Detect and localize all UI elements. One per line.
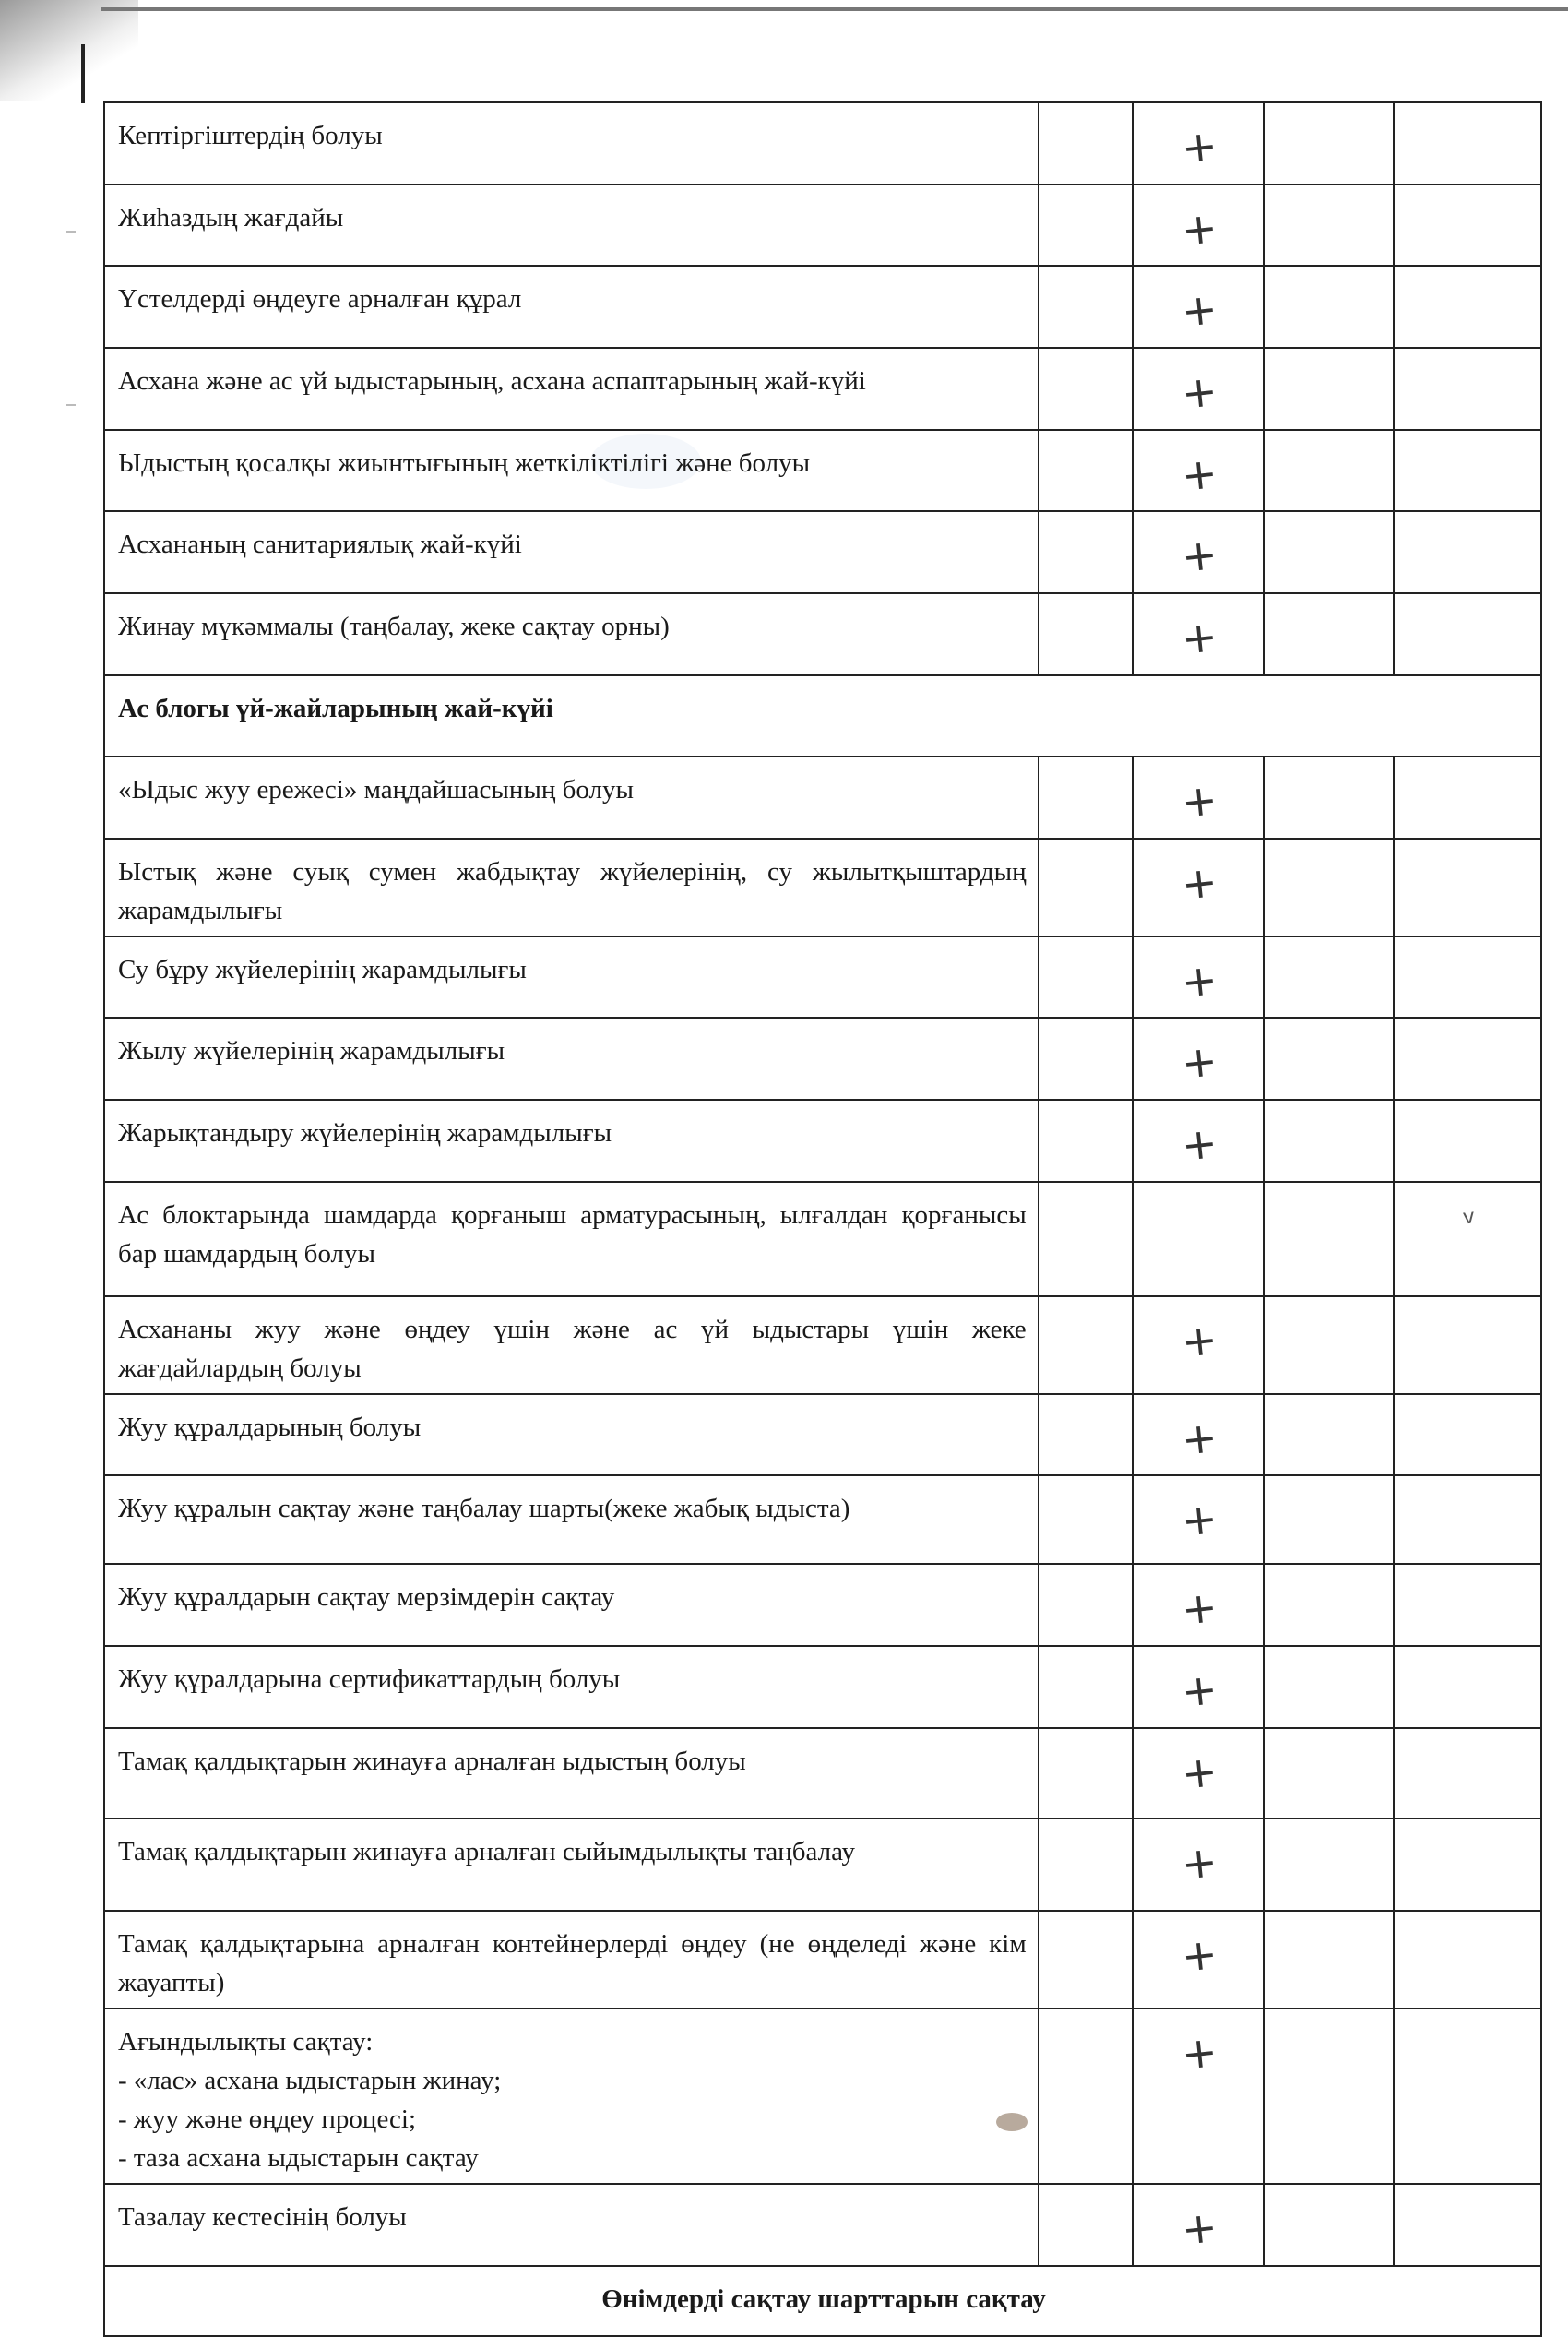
table-row — [104, 2184, 1541, 2266]
mark-cell-col4 — [1394, 1394, 1541, 1476]
criterion-text: Асхананың санитариялық жай-күйі — [118, 530, 522, 560]
mark-cell-col3 — [1264, 1182, 1394, 1296]
plus-mark: + — [1178, 611, 1219, 664]
table-row — [104, 266, 1541, 348]
criterion-label — [104, 1182, 1039, 1296]
criterion-text: Үстелдерді өңдеуге арналған құрал — [118, 284, 522, 315]
criterion-label — [104, 511, 1039, 593]
mark-cell-col1 — [1039, 511, 1134, 593]
table-row — [104, 1018, 1541, 1100]
criterion-text: Ыдыстың қосалқы жиынтығының жеткіліктілігі және болуы — [118, 447, 811, 478]
criterion-label — [104, 1475, 1039, 1564]
mark-cell-col4 — [1394, 1564, 1541, 1646]
criterion-text: Ас блоктарында шамдарда қорғаныш арматурасының, ылғалдан қорғанысы бар шамдардың болуы — [118, 1199, 1027, 1269]
mark-cell-col1 — [1039, 1100, 1134, 1182]
section-row — [104, 2266, 1541, 2336]
mark-cell-col3 — [1264, 839, 1394, 936]
table-row — [104, 1475, 1541, 1564]
criterion-text: Жылу жүйелерінің жарамдылығы — [118, 1036, 505, 1067]
mark-cell-col2 — [1133, 1728, 1263, 1818]
mark-cell-col1 — [1039, 1394, 1134, 1476]
table-row — [104, 1728, 1541, 1818]
table-row — [104, 185, 1541, 267]
mark-cell-col4 — [1394, 1728, 1541, 1818]
mark-cell-col4 — [1394, 1646, 1541, 1728]
criterion-label — [104, 1728, 1039, 1818]
criterion-subitem: - таза асхана ыдыстарын сақтау — [118, 2143, 479, 2174]
criterion-subitem: - «лас» асхана ыдыстарын жинау; — [118, 2065, 502, 2095]
criterion-text: Жарықтандыру жүйелерінің жарамдылығы — [118, 1117, 612, 1148]
criterion-text: Кептіргіштердің болуы — [118, 121, 383, 150]
mark-cell-col3 — [1264, 1818, 1394, 1911]
mark-cell-col2 — [1133, 1018, 1263, 1100]
criterion-label — [104, 936, 1039, 1019]
mark-cell-col1 — [1039, 1182, 1134, 1296]
criterion-label — [104, 1296, 1039, 1394]
mark-cell-col4 — [1394, 1475, 1541, 1564]
criterion-label — [104, 1394, 1039, 1476]
checklist-table — [103, 101, 1542, 2337]
mark-cell-col2 — [1133, 102, 1263, 185]
mark-cell-col2 — [1133, 266, 1263, 348]
mark-cell-col1 — [1039, 430, 1134, 512]
table-row — [104, 102, 1541, 185]
plus-mark: + — [1178, 1835, 1219, 1890]
criterion-label — [104, 348, 1039, 430]
scan-blot — [996, 2113, 1028, 2131]
mark-cell-col3 — [1264, 511, 1394, 593]
criterion-label — [104, 839, 1039, 936]
mark-cell-col4 — [1394, 1818, 1541, 1911]
mark-cell-col1 — [1039, 1728, 1134, 1818]
mark-cell-col4 — [1394, 1182, 1541, 1296]
mark-cell-col2 — [1133, 1564, 1263, 1646]
mark-cell-col1 — [1039, 185, 1134, 267]
criterion-text: Жуу құралын сақтау және таңбалау шарты(жеке жабық ыдыста) — [118, 1494, 850, 1524]
criterion-text: Су бұру жүйелерінің жарамдылығы — [118, 954, 527, 984]
criterion-label — [104, 1100, 1039, 1182]
table-row — [104, 348, 1541, 430]
mark-cell-col1 — [1039, 1018, 1134, 1100]
plus-mark: + — [1178, 1927, 1219, 1982]
mark-cell-col4 — [1394, 185, 1541, 267]
criterion-text: Жуу құралдарына сертификаттардың болуы — [118, 1664, 621, 1695]
mark-cell-col2 — [1133, 1646, 1263, 1728]
table-row — [104, 593, 1541, 675]
criterion-text: Ыстық және суық сумен жабдықтау жүйелерінің, су жылытқыштардың жарамдылығы — [118, 856, 1027, 925]
mark-cell-col3 — [1264, 1564, 1394, 1646]
mark-cell-col4 — [1394, 2184, 1541, 2266]
mark-cell-col3 — [1264, 1100, 1394, 1182]
plus-mark: + — [1178, 773, 1219, 828]
table-row — [104, 511, 1541, 593]
plus-mark: + — [1178, 201, 1219, 256]
criterion-label — [104, 2009, 1039, 2184]
checklist-body — [104, 102, 1541, 2336]
mark-cell-col2 — [1133, 185, 1263, 267]
criterion-label — [104, 1646, 1039, 1728]
criterion-text: Жиһаздың жағдайы — [118, 202, 344, 233]
criterion-text: Тамақ қалдықтарын жинауға арналған сыйымдылықты таңбалау — [118, 1836, 855, 1866]
mark-cell-col2 — [1133, 1394, 1263, 1476]
mark-cell-col2 — [1133, 2009, 1263, 2184]
criterion-label — [104, 593, 1039, 675]
plus-mark: + — [1178, 447, 1219, 501]
mark-cell-col3 — [1264, 102, 1394, 185]
mark-cell-col2 — [1133, 593, 1263, 675]
check-mark: v — [1461, 1205, 1476, 1230]
plus-mark: + — [1178, 1581, 1219, 1636]
plus-mark: + — [1178, 120, 1219, 173]
criterion-subitem: - жуу және өңдеу процесі; — [118, 2104, 417, 2134]
mark-cell-col1 — [1039, 1911, 1134, 2009]
mark-cell-col3 — [1264, 757, 1394, 839]
mark-cell-col3 — [1264, 1018, 1394, 1100]
mark-cell-col4 — [1394, 348, 1541, 430]
criterion-label — [104, 757, 1039, 839]
criterion-text: Асхана және ас үй ыдыстарының, асхана аспаптарының жай-күйі — [118, 366, 866, 397]
mark-cell-col3 — [1264, 2009, 1394, 2184]
mark-cell-col1 — [1039, 839, 1134, 936]
table-row — [104, 2009, 1541, 2184]
table-row — [104, 1182, 1541, 1296]
mark-cell-col3 — [1264, 1728, 1394, 1818]
mark-cell-col4 — [1394, 936, 1541, 1019]
mark-cell-col2 — [1133, 1100, 1263, 1182]
checklist-sheet — [103, 101, 1542, 2337]
margin-tick — [66, 404, 76, 406]
criterion-label — [104, 2184, 1039, 2266]
table-row — [104, 1818, 1541, 1911]
scan-corner-shadow — [0, 0, 138, 101]
mark-cell-col1 — [1039, 348, 1134, 430]
mark-cell-col2 — [1133, 839, 1263, 936]
plus-mark: + — [1178, 529, 1219, 583]
mark-cell-col2 — [1133, 2184, 1263, 2266]
mark-cell-col3 — [1264, 430, 1394, 512]
criterion-text: Тазалау кестесінің болуы — [118, 2202, 407, 2233]
plus-mark: + — [1178, 1663, 1219, 1717]
criterion-text: Ағындылықты сақтау: — [118, 2026, 374, 2057]
mark-cell-col3 — [1264, 2184, 1394, 2266]
mark-cell-col4 — [1394, 511, 1541, 593]
table-row — [104, 839, 1541, 936]
section-row — [104, 675, 1541, 757]
plus-mark: + — [1178, 365, 1219, 419]
mark-cell-col2 — [1133, 1818, 1263, 1911]
table-row — [104, 1564, 1541, 1646]
table-row — [104, 1646, 1541, 1728]
mark-cell-col1 — [1039, 2184, 1134, 2266]
table-row — [104, 1394, 1541, 1476]
mark-cell-col3 — [1264, 593, 1394, 675]
plus-mark: + — [1178, 1411, 1219, 1465]
criterion-label — [104, 102, 1039, 185]
mark-cell-col1 — [1039, 1296, 1134, 1394]
mark-cell-col2 — [1133, 936, 1263, 1019]
criterion-label — [104, 1911, 1039, 2009]
mark-cell-col4 — [1394, 266, 1541, 348]
mark-cell-col1 — [1039, 1818, 1134, 1911]
table-row — [104, 430, 1541, 512]
mark-cell-col4 — [1394, 1100, 1541, 1182]
criterion-text: Тамақ қалдықтарына арналған контейнерлерді өңдеу (не өңделеді және кім жауапты) — [118, 1928, 1027, 1997]
mark-cell-col3 — [1264, 1646, 1394, 1728]
mark-cell-col3 — [1264, 266, 1394, 348]
plus-mark: + — [1178, 1117, 1219, 1171]
plus-mark: + — [1178, 1035, 1219, 1090]
mark-cell-col2 — [1133, 511, 1263, 593]
criterion-label — [104, 185, 1039, 267]
mark-cell-col4 — [1394, 2009, 1541, 2184]
criterion-label — [104, 1018, 1039, 1100]
plus-mark: + — [1178, 1745, 1219, 1799]
criterion-text: Жинау мүкәммалы (таңбалау, жеке сақтау орны) — [118, 612, 670, 642]
plus-mark: + — [1178, 2201, 1219, 2255]
plus-mark: + — [1178, 855, 1219, 910]
criterion-label — [104, 430, 1039, 512]
mark-cell-col3 — [1264, 1475, 1394, 1564]
criterion-label — [104, 1564, 1039, 1646]
table-row — [104, 936, 1541, 1019]
plus-mark: + — [1178, 283, 1219, 338]
mark-cell-col3 — [1264, 936, 1394, 1019]
table-row — [104, 1911, 1541, 2009]
mark-cell-col1 — [1039, 1475, 1134, 1564]
table-row — [104, 1100, 1541, 1182]
mark-cell-col1 — [1039, 1646, 1134, 1728]
mark-cell-col1 — [1039, 1564, 1134, 1646]
margin-mark — [81, 44, 85, 103]
mark-cell-col2 — [1133, 1911, 1263, 2009]
plus-mark: + — [1178, 953, 1219, 1008]
mark-cell-col3 — [1264, 348, 1394, 430]
mark-cell-col2 — [1133, 757, 1263, 839]
plus-mark: + — [1178, 1493, 1219, 1547]
criterion-text: Тамақ қалдықтарын жинауға арналған ыдыстың болуы — [118, 1746, 746, 1776]
mark-cell-col3 — [1264, 185, 1394, 267]
mark-cell-col1 — [1039, 266, 1134, 348]
mark-cell-col4 — [1394, 102, 1541, 185]
table-row — [104, 1296, 1541, 1394]
mark-cell-col3 — [1264, 1911, 1394, 2009]
criterion-label — [104, 1818, 1039, 1911]
mark-cell-col2 — [1133, 430, 1263, 512]
mark-cell-col2 — [1133, 1182, 1263, 1296]
criterion-text: «Ыдыс жуу ережесі» маңдайшасының болуы — [118, 774, 634, 805]
plus-mark: + — [1178, 2026, 1219, 2080]
section-heading: Өнімдерді сақтау шарттарын сақтау — [104, 2266, 1541, 2336]
table-row — [104, 757, 1541, 839]
mark-cell-col3 — [1264, 1296, 1394, 1394]
mark-cell-col1 — [1039, 102, 1134, 185]
section-heading: Ас блогы үй-жайларының жай-күйі — [104, 675, 1541, 757]
mark-cell-col2 — [1133, 1296, 1263, 1394]
criterion-label — [104, 266, 1039, 348]
mark-cell-col1 — [1039, 936, 1134, 1019]
mark-cell-col3 — [1264, 1394, 1394, 1476]
mark-cell-col1 — [1039, 757, 1134, 839]
margin-tick — [66, 231, 76, 233]
mark-cell-col1 — [1039, 2009, 1134, 2184]
mark-cell-col4 — [1394, 593, 1541, 675]
criterion-text: Асхананы жуу және өңдеу үшін және ас үй ыдыстары үшін жеке жағдайлардың болуы — [118, 1314, 1027, 1383]
mark-cell-col4 — [1394, 1911, 1541, 2009]
criterion-text: Жуу құралдарын сақтау мерзімдерін сақтау — [118, 1582, 615, 1613]
mark-cell-col4 — [1394, 430, 1541, 512]
mark-cell-col2 — [1133, 348, 1263, 430]
mark-cell-col4 — [1394, 1296, 1541, 1394]
plus-mark: + — [1178, 1313, 1219, 1367]
scan-top-edge — [101, 7, 1568, 11]
mark-cell-col1 — [1039, 593, 1134, 675]
mark-cell-col4 — [1394, 839, 1541, 936]
mark-cell-col4 — [1394, 1018, 1541, 1100]
mark-cell-col2 — [1133, 1475, 1263, 1564]
criterion-text: Жуу құралдарының болуы — [118, 1412, 422, 1442]
mark-cell-col4 — [1394, 757, 1541, 839]
